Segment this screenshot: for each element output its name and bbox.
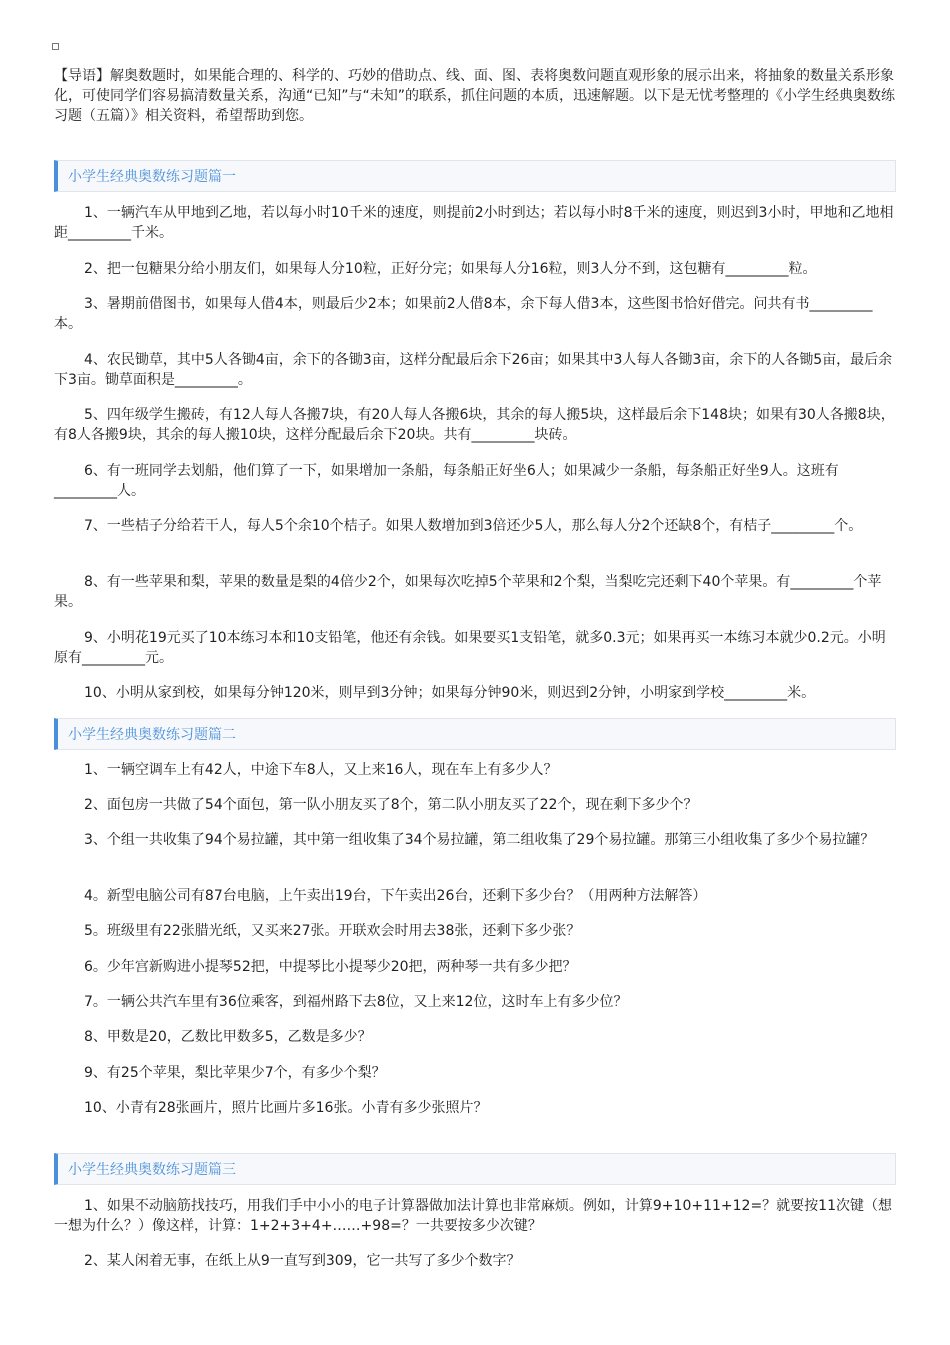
question-item: 2、把一包糖果分给小朋友们，如果每人分10粒，正好分完；如果每人分16粒，则3人分不到，这包糖有_________粒。 [84,261,817,277]
section-header-2 [54,718,896,750]
section-title: 小学生经典奥数练习题篇三 [68,1162,236,1178]
section-header-3 [54,1153,896,1185]
question-item: 9、小明花19元买了10本练习本和10支铅笔，他还有余钱。如果要买1支铅笔，就多0.3元；如果再买一本练习本就少0.2元。小明原有_________元。 [54,630,886,666]
question-item: 1、一辆汽车从甲地到乙地，若以每小时10千米的速度，则提前2小时到达；若以每小时8千米的速度，则迟到3小时，甲地和乙地相距_________千米。 [54,205,894,241]
question-item: 8、甲数是20，乙数比甲数多5，乙数是多少？ [84,1029,372,1045]
question-item: 1、一辆空调车上有42人，中途下车8人，又上来16人，现在车上有多少人？ [84,762,558,778]
question-item: 3、个组一共收集了94个易拉罐，其中第一组收集了34个易拉罐，第二组收集了29个易拉罐。那第三小组收集了多少个易拉罐？ [84,832,875,848]
question-item: 2、面包房一共做了54个面包，第一队小朋友买了8个，第二队小朋友买了22个，现在剩下多少个？ [84,797,698,813]
question-item: 7。一辆公共汽车里有36位乘客，到福州路下去8位，又上来12位，这时车上有多少位？ [84,994,628,1010]
question-item: 5、四年级学生搬砖，有12人每人各搬7块，有20人每人各搬6块，其余的每人搬5块，这样最后余下148块；如果有30人各搬8块，有8人各搬9块，其余的每人搬10块，这样分配最后余下20块。共有_________块砖。 [54,407,895,443]
intro-paragraph: 【导语】解奥数题时，如果能合理的、科学的、巧妙的借助点、线、面、图、表将奥数问题直观形象的展示出来，将抽象的数量关系形象化，可使同学们容易搞清数量关系，沟通“已知”与“未知”的联系，抓住问题的本质，迅速解题。以下是无忧考整理的《小学生经典奥数练习题（五篇）》相关资料，希望帮助到您。 [54,68,896,124]
question-item: 4。新型电脑公司有87台电脑，上午卖出19台，下午卖出26台，还剩下多少台？（用两种方法解答） [84,888,707,904]
question-item: 3、暑期前借图书，如果每人借4本，则最后少2本；如果前2人借8本，余下每人借3本，这些图书恰好借完。问共有书_________本。 [54,296,873,332]
question-item: 6。少年宫新购进小提琴52把，中提琴比小提琴少20把，两种琴一共有多少把？ [84,959,577,975]
question-item: 8、有一些苹果和梨，苹果的数量是梨的4倍少2个，如果每次吃掉5个苹果和2个梨，当梨吃完还剩下40个苹果。有_________个苹果。 [54,574,882,610]
question-item: 10、小明从家到校，如果每分钟120米，则早到3分钟；如果每分钟90米，则迟到2分钟，小明家到学校_________米。 [84,685,816,701]
checkbox-mark-icon [52,43,59,50]
question-item: 6、有一班同学去划船，他们算了一下，如果增加一条船，每条船正好坐6人；如果减少一条船，每条船正好坐9人。这班有_________人。 [54,463,839,499]
section-title: 小学生经典奥数练习题篇二 [68,727,236,743]
question-item: 7、一些桔子分给若干人，每人5个余10个桔子。如果人数增加到3倍还少5人，那么每人分2个还缺8个，有桔子_________个。 [84,518,863,534]
question-item: 4、农民锄草，其中5人各锄4亩，余下的各锄3亩，这样分配最后余下26亩；如果其中3人每人各锄3亩，余下的人各锄5亩，最后余下3亩。锄草面积是_________。 [54,352,893,388]
question-item: 1、如果不动脑筋找技巧，用我们手中小小的电子计算器做加法计算也非常麻烦。例如，计算9+10+11+12=？就要按11次键（想一想为什么？）像这样，计算：1+2+3+4+……+98=？一共要按多少次键？ [54,1198,892,1234]
question-item: 9、有25个苹果，梨比苹果少7个，有多少个梨？ [84,1065,386,1081]
section-title: 小学生经典奥数练习题篇一 [68,169,236,185]
question-item: 5。班级里有22张腊光纸，又买来27张。开联欢会时用去38张，还剩下多少张？ [84,923,581,939]
question-item: 10、小青有28张画片，照片比画片多16张。小青有多少张照片？ [84,1100,488,1116]
section-header-1 [54,160,896,192]
question-item: 2、某人闲着无事，在纸上从9一直写到309，它一共写了多少个数字？ [84,1253,521,1269]
